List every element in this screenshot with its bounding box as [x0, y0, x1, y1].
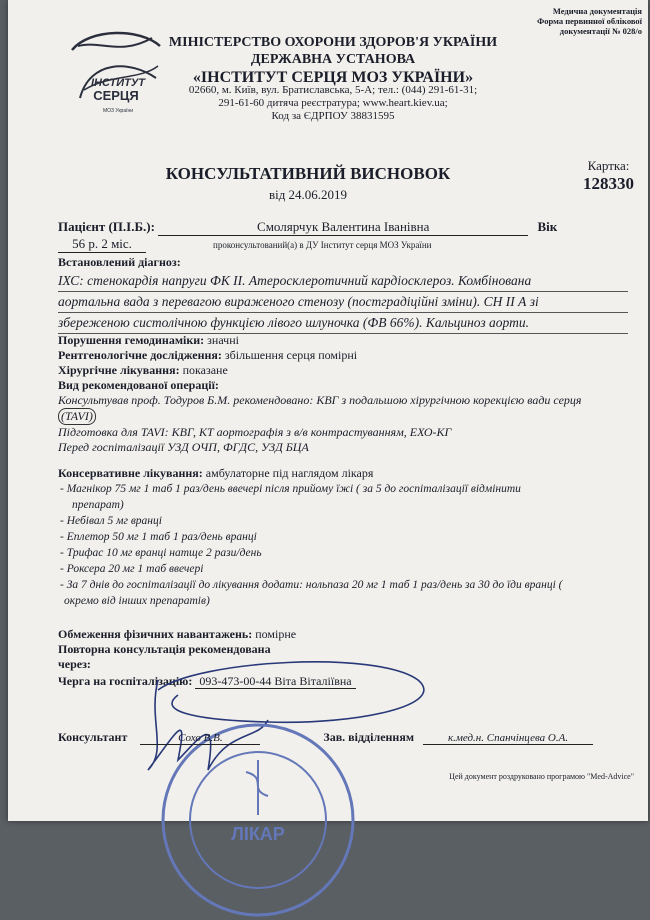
operation-line: Перед госпіталізації УЗД ОЧП, ФГДС, УЗД БЦА	[58, 440, 309, 454]
medication-item: - Небівал 5 мг вранці	[60, 515, 162, 527]
logo-line2: СЕРЦЯ	[93, 88, 139, 103]
limits-label: Обмеження фізичних навантажень:	[58, 627, 253, 641]
operation-line-b	[58, 408, 638, 425]
logo-line1: ІНСТИТУТ	[90, 77, 146, 89]
medication-item: окремо від інших препаратів)	[64, 595, 210, 607]
document-sheet	[8, 0, 648, 844]
diagnosis-line: ІХС: стенокардія напруги ФК ІІ. Атеросклеротичний кардіосклероз. Комбінована	[58, 271, 628, 292]
diagnosis-label: Встановлений діагноз:	[58, 255, 181, 269]
logo-line3: МОЗ України	[102, 108, 134, 114]
medication-item: - Магнікор 75 мг 1 таб 1 раз/день ввечері після прийому їжі ( за 5 до госпіталізації відмінити	[60, 483, 521, 495]
advice-note: Цей документ роздруковано програмою "Med-Advice"	[449, 772, 634, 781]
conservative-label: Консервативне лікування:	[58, 466, 203, 480]
diagnosis-text	[58, 271, 628, 334]
conservative-value: амбулаторне під наглядом лікаря	[205, 466, 374, 480]
patient-label: Пацієнт (П.І.Б.):	[58, 219, 155, 234]
medication-item: - Трифас 10 мг вранці натще 2 рази/день	[60, 547, 262, 559]
medication-item: препарат)	[72, 499, 124, 511]
medication-item: - Еплетор 50 мг 1 таб 1 раз/день вранці	[60, 531, 257, 543]
diagnosis-line: аортальна вада з перевагою вираженого стенозу (постградіційні зміни). СН ІІ А зі	[58, 292, 628, 313]
address-block	[158, 84, 508, 123]
form-meta	[452, 6, 642, 36]
document-title: КОНСУЛЬТАТИВНИЙ ВИСНОВОК	[165, 164, 451, 183]
consultant-name: Сохо В.В.	[140, 732, 260, 745]
hemodynamics-label: Порушення гемодинаміки:	[58, 333, 205, 347]
ministry-name: МІНІСТЕРСТВО ОХОРОНИ ЗДОРОВ'Я УКРАЇНИ	[168, 35, 498, 50]
heart-institute-logo	[60, 20, 170, 124]
consultant-label: Консультант	[58, 730, 128, 744]
institution-type: ДЕРЖАВНА УСТАНОВА	[250, 52, 416, 67]
operation-line: Консультував проф. Тодуров Б.М. рекомендовано: КВГ з подальшою хірургічною корекцією вади серця	[58, 393, 582, 407]
card-label: Картка:	[587, 158, 630, 173]
card-number-block	[583, 158, 634, 194]
round-stamp	[158, 720, 358, 920]
repeat-through: через:	[58, 657, 91, 671]
limits-row	[58, 627, 296, 642]
limits-value: помірне	[255, 627, 297, 641]
queue-value: 093-473-00-44 Віта Віталіївна	[195, 674, 355, 689]
form-meta-line: Медична документація	[552, 6, 642, 16]
institution-name: «ІНСТИТУТ СЕРЦЯ МОЗ УКРАЇНИ»	[192, 69, 474, 86]
surgery-value: показане	[182, 363, 228, 377]
hemodynamics-row	[58, 333, 239, 348]
diagnosis-line: збереженою систолічною функцією лівого шлуночка (ФВ 66%). Кальциноз аорти.	[58, 313, 628, 334]
letterhead	[158, 34, 508, 88]
conservative-row	[58, 466, 373, 481]
patient-name: Смолярчук Валентина Іванівна	[158, 219, 528, 236]
repeat-label: Повторна консультація рекомендована	[58, 642, 271, 656]
card-number: 128330	[583, 174, 634, 193]
signatures-row	[58, 730, 618, 745]
form-meta-line: документації № 028/о	[559, 26, 642, 36]
xray-value: збільшення серця помірні	[224, 348, 358, 362]
stamp-text: ЛІКАР	[231, 824, 285, 844]
operation-label: Вид рекомендованої операції:	[58, 378, 219, 392]
consulted-note: проконсультований(а) в ДУ Інститут серця МОЗ України	[213, 240, 432, 250]
queue-label: Черга на госпіталізацію:	[58, 674, 193, 688]
xray-row	[58, 348, 357, 363]
medication-list	[58, 481, 638, 609]
surgery-label: Хірургічне лікування:	[58, 363, 180, 377]
medication-item: - Роксера 20 мг 1 таб ввечері	[60, 563, 204, 575]
edrpou-code: Код за ЄДРПОУ 38831595	[271, 110, 395, 122]
form-meta-line: Форма первинної облікової	[536, 16, 642, 26]
head-label: Зав. відділенням	[323, 730, 415, 744]
patient-age: 56 р. 2 міс.	[58, 236, 146, 253]
tavi-marked: (TAVI)	[58, 408, 96, 425]
head-name: к.мед.н. Спанчінцева О.А.	[423, 732, 593, 745]
surgery-row	[58, 363, 228, 378]
age-label: Вік	[537, 219, 558, 234]
operation-line: Підготовка для TAVI: КВГ, КТ аортографія з в/в контрастуванням, ЕХО-КГ	[58, 425, 452, 439]
address-line: 291-61-60 дитяча реєстратура; www.heart.kiev.ua;	[218, 97, 448, 109]
document-date: від 24.06.2019	[268, 187, 348, 202]
operation-block	[58, 378, 638, 455]
address-line: 02660, м. Київ, вул. Братиславська, 5-А; тел.: (044) 291-61-31;	[188, 84, 478, 96]
xray-label: Рентгенологічне дослідження:	[58, 348, 222, 362]
hemodynamics-value: значні	[207, 333, 239, 347]
medication-item: - За 7 днів до госпіталізації до лікування додати: нольпаза 20 мг 1 таб 1 раз/день за 30 до їди вранці (	[60, 579, 563, 591]
